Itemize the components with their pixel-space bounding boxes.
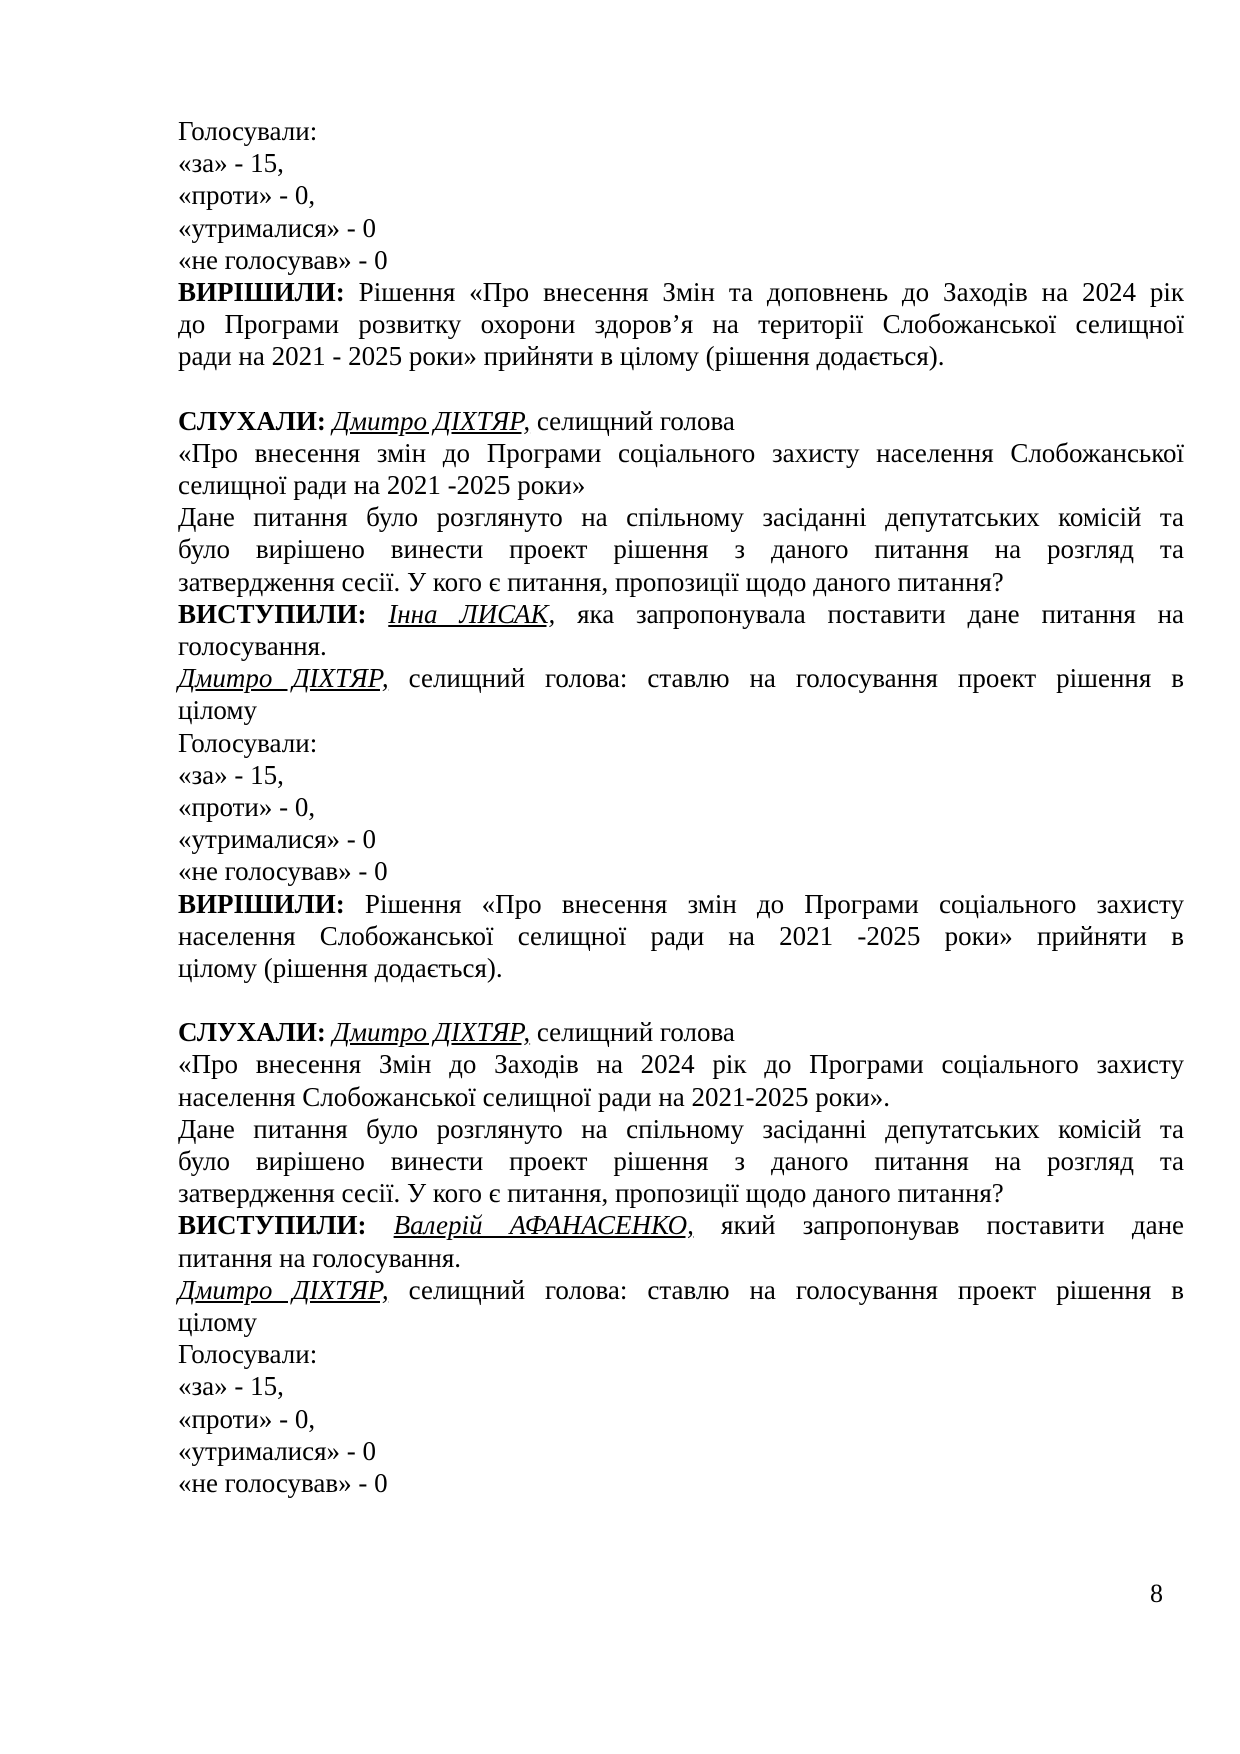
decided-label: ВИРІШИЛИ:: [178, 276, 345, 307]
heard-line: [178, 1016, 1184, 1048]
discussion-line: затвердження сесії. У кого є питання, пропозиції щодо даного питання?: [178, 1178, 1004, 1209]
decision-text: Рішення «Про внесення Змін та доповнень до Заходів на 2024 рік: [344, 276, 1184, 307]
spoke-line: [178, 598, 1184, 630]
decision-line: [178, 276, 1184, 308]
discussion-line: Дане питання було розглянуто на спільному засіданні депутатських комісій та: [178, 502, 1184, 533]
speaker-name: Дмитро ДІХТЯР,: [332, 405, 531, 436]
vote-not-voted: «не голосував» - 0: [178, 1467, 388, 1498]
decision-line: цілому (рішення додається).: [178, 952, 503, 983]
vote-against: «проти» - 0,: [178, 1403, 316, 1434]
speaker-name: Інна ЛИСАК,: [388, 598, 556, 629]
spoke-text: який запропонував поставити дане: [693, 1210, 1185, 1241]
discussion-line: затвердження сесії. У кого є питання, пропозиції щодо даного питання?: [178, 566, 1004, 597]
chair-name: Дмитро ДІХТЯР,: [178, 663, 389, 694]
vote-abstained: «утрималися» - 0: [178, 212, 377, 243]
vote-for: «за» - 15,: [178, 1371, 284, 1402]
paragraph-gap: [178, 373, 1184, 405]
chair-line: [178, 1274, 1184, 1306]
decision-text: Рішення «Про внесення змін до Програми соціального захисту: [344, 888, 1184, 919]
chair-text: селищний голова: ставлю на голосування проект рішення в: [388, 1274, 1184, 1305]
decision-line: ради на 2021 - 2025 роки» прийняти в цілому (рішення додається).: [178, 341, 945, 372]
votes-heading: Голосували:: [178, 116, 318, 146]
speaker-role: селищний голова: [530, 1017, 735, 1048]
speaker-role: селищний голова: [530, 405, 735, 436]
vote-abstained: «утрималися» - 0: [178, 824, 377, 855]
spoke-text: яка запропонувала поставити дане питання на: [555, 598, 1185, 629]
spoke-line: [178, 1209, 1184, 1241]
discussion-line: було вирішено винести проект рішення з даного питання на розгляд та: [178, 1146, 1184, 1176]
decision-line: до Програми розвитку охорони здоров’я на території Слобожанської селищної: [178, 309, 1184, 340]
discussion-line: було вирішено винести проект рішення з даного питання на розгляд та: [178, 534, 1184, 565]
chair-line: цілому: [178, 695, 257, 726]
vote-for: «за» - 15,: [178, 148, 284, 179]
discussion-line: Дане питання було розглянуто на спільному засіданні депутатських комісій та: [178, 1113, 1184, 1144]
heard-label: СЛУХАЛИ:: [178, 405, 326, 436]
speaker-name: Дмитро ДІХТЯР,: [332, 1017, 531, 1048]
speaker-name: Валерій АФАНАСЕНКО,: [393, 1210, 694, 1241]
decision-line: населення Слобожанської селищної ради на 2021 -2025 роки» прийняти в: [178, 920, 1184, 951]
spoke-label: ВИСТУПИЛИ:: [178, 1210, 367, 1241]
vote-abstained: «утрималися» - 0: [178, 1435, 377, 1466]
topic-line: селищної ради на 2021 -2025 роки»: [178, 470, 586, 501]
vote-against: «проти» - 0,: [178, 180, 316, 211]
spoke-line: питання на голосування.: [178, 1242, 462, 1273]
topic-line: «Про внесення Змін до Заходів на 2024 рік до Програми соціального захисту: [178, 1049, 1184, 1080]
chair-name: Дмитро ДІХТЯР,: [178, 1274, 389, 1305]
vote-not-voted: «не голосував» - 0: [178, 244, 388, 275]
vote-not-voted: «не голосував» - 0: [178, 856, 388, 887]
chair-line: [178, 662, 1184, 694]
votes-heading: Голосували:: [178, 727, 318, 758]
vote-for: «за» - 15,: [178, 759, 284, 790]
vote-against: «проти» - 0,: [178, 791, 316, 822]
paragraph-gap: [178, 984, 1184, 1016]
page-number: 8: [1150, 1579, 1163, 1608]
decided-label: ВИРІШИЛИ:: [178, 888, 345, 919]
heard-line: [178, 405, 1184, 437]
document-page: [178, 115, 1184, 1499]
spoke-line: голосування.: [178, 631, 327, 661]
spoke-label: ВИСТУПИЛИ:: [178, 598, 367, 629]
topic-line: населення Слобожанської селищної ради на 2021-2025 роки».: [178, 1081, 891, 1112]
votes-heading: Голосували:: [178, 1339, 318, 1370]
heard-label: СЛУХАЛИ:: [178, 1017, 326, 1048]
chair-text: селищний голова: ставлю на голосування проект рішення в: [388, 663, 1184, 694]
chair-line: цілому: [178, 1306, 257, 1337]
topic-line: «Про внесення змін до Програми соціального захисту населення Слобожанської: [178, 437, 1184, 468]
decision-line: [178, 888, 1184, 920]
